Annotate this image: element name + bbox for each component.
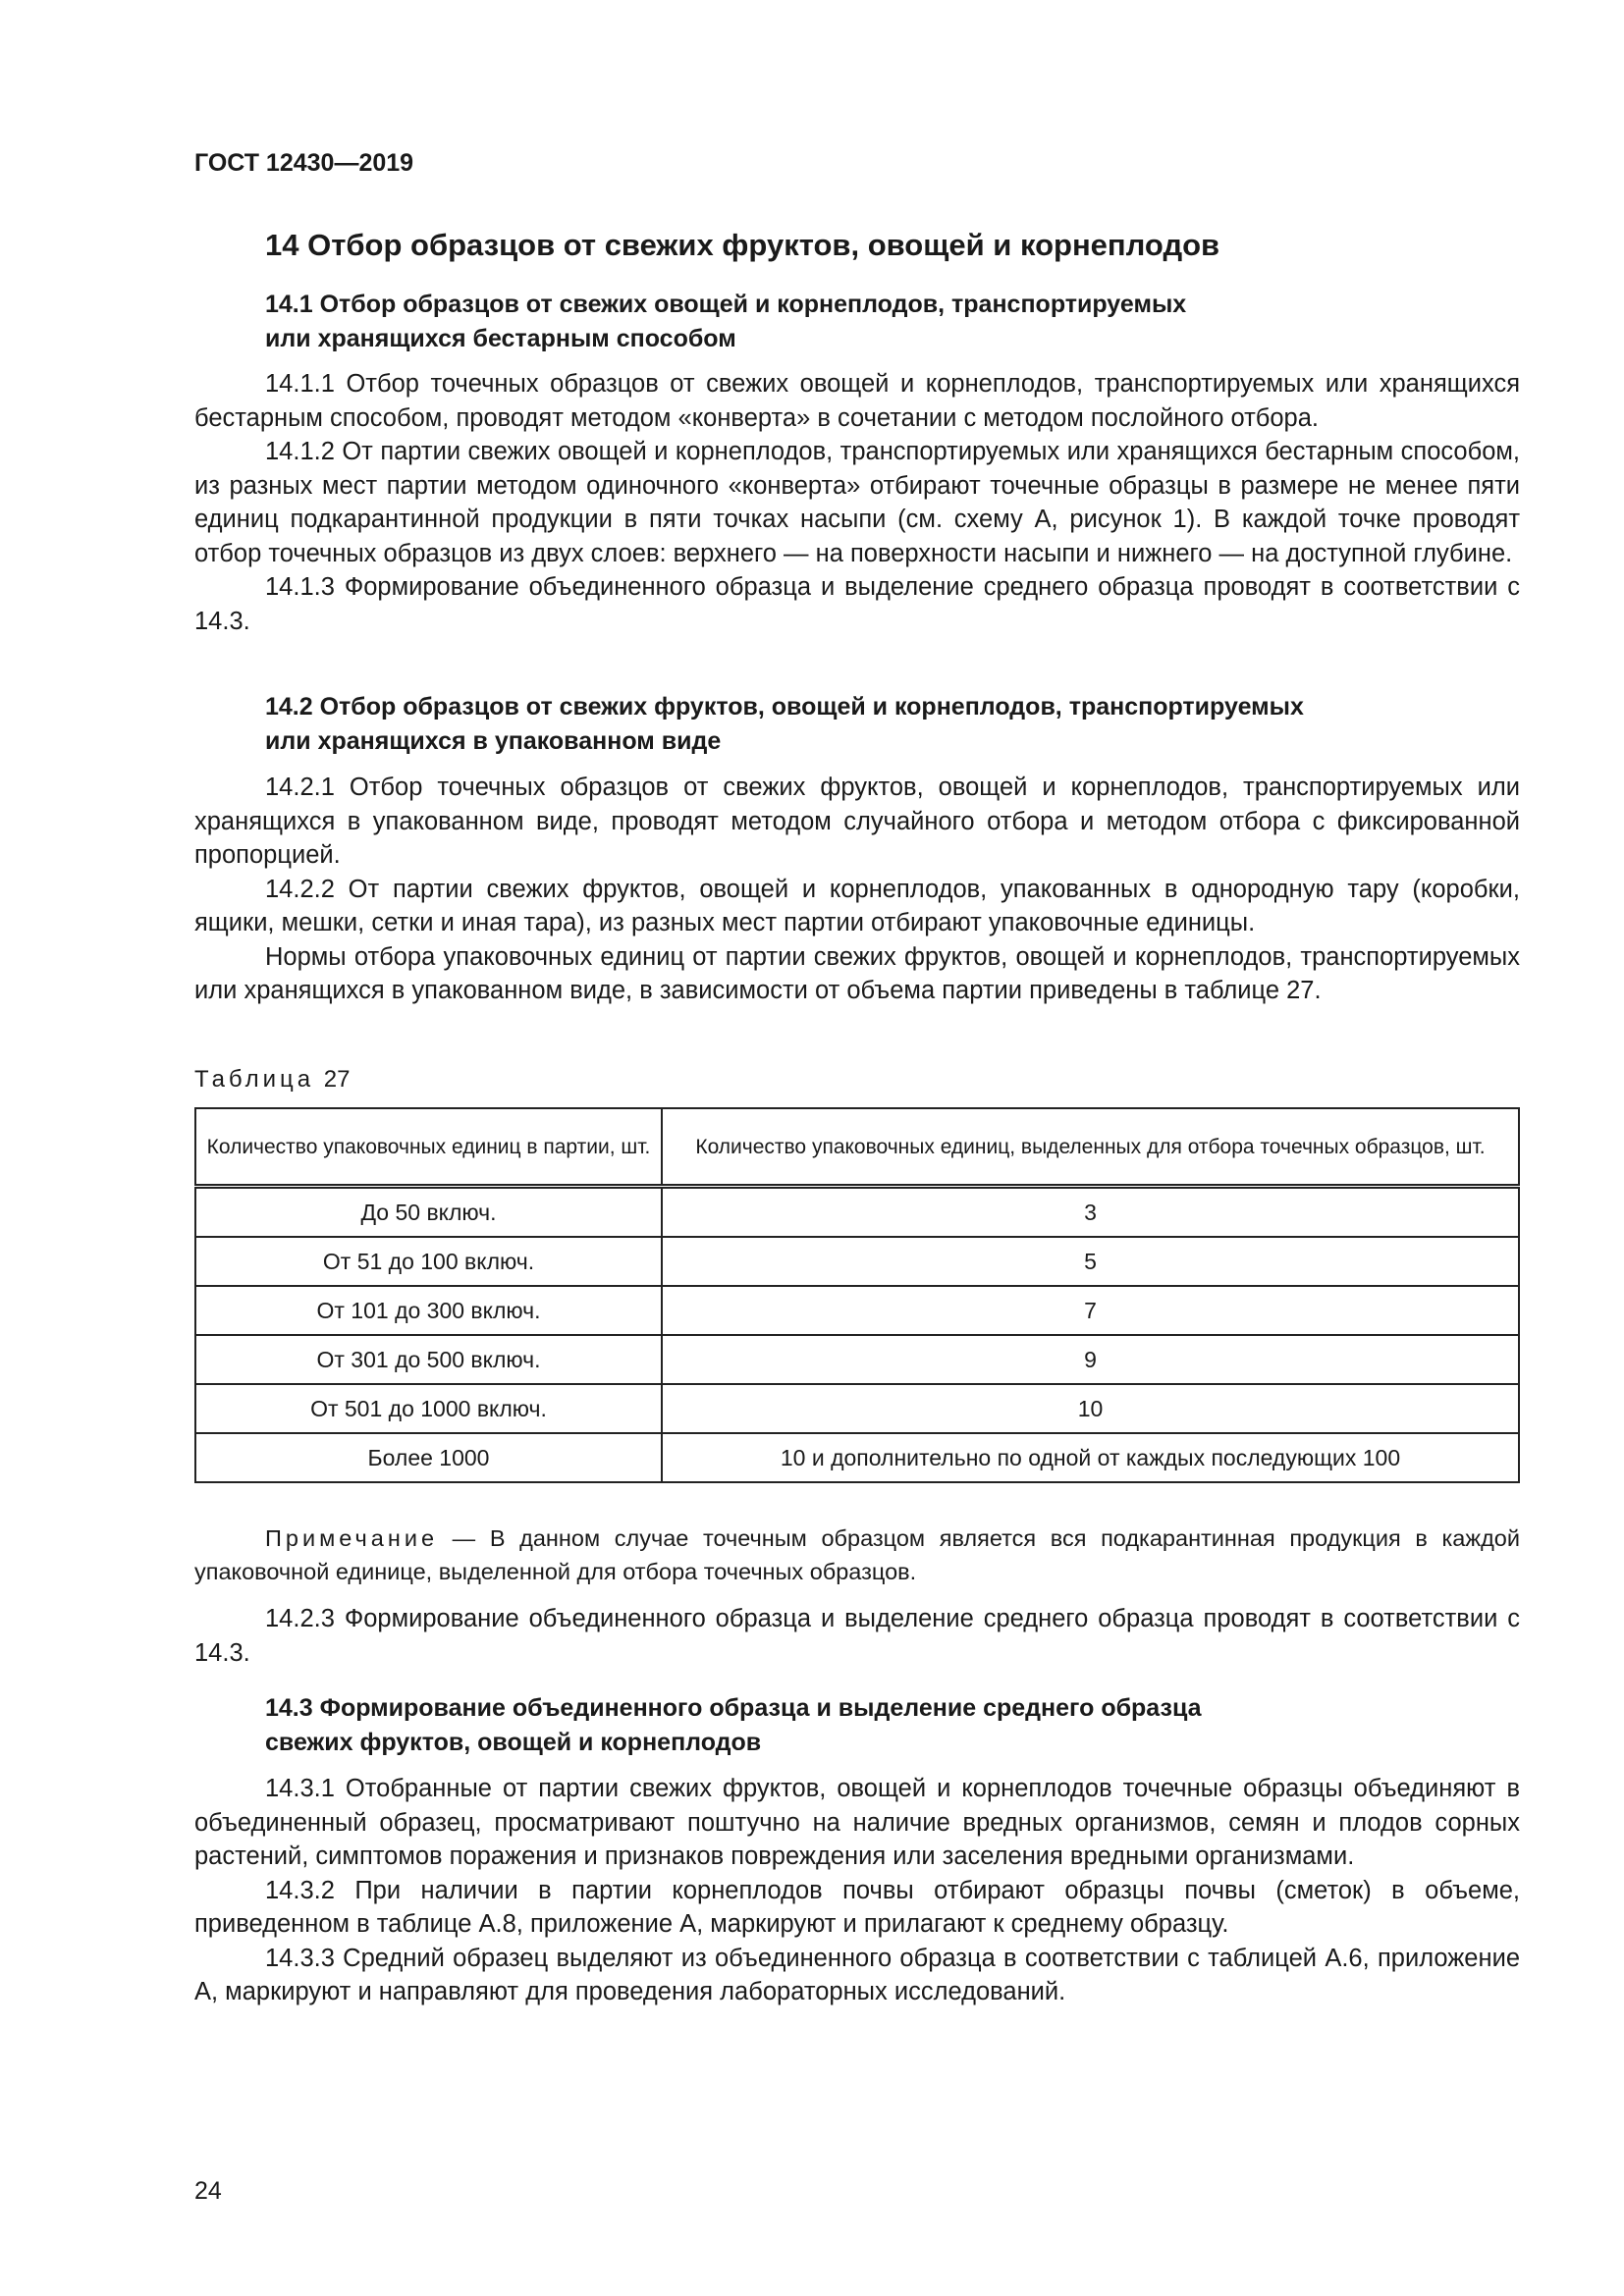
table-caption-word: Таблица <box>194 1066 315 1093</box>
section-14-3-body <box>194 1772 1520 2009</box>
table-row <box>195 1187 1519 1238</box>
cell: 7 <box>662 1286 1519 1335</box>
section-title: 14 Отбор образцов от свежих фруктов, овощей и корнеплодов <box>265 228 1220 262</box>
cell: До 50 включ. <box>195 1187 662 1238</box>
paragraph: 14.1.3 Формирование объединенного образца и выделение среднего образца проводят в соответствии с 14.3. <box>194 573 1520 635</box>
paragraph: Нормы отбора упаковочных единиц от партии свежих фруктов, овощей и корнеплодов, транспортируемых или хранящихся в упакованном виде, в зависимости от объема партии приведены в таблице 27. <box>194 942 1520 1004</box>
cell: 9 <box>662 1335 1519 1384</box>
cell: 3 <box>662 1187 1519 1238</box>
cell: От 101 до 300 включ. <box>195 1286 662 1335</box>
note-text: — В данном случае точечным образцом является вся подкарантинная продукция в каждой упаковочной единице, выделенной для отбора точечных образцов. <box>194 1525 1520 1584</box>
cell: 10 <box>662 1384 1519 1433</box>
paragraph: 14.3.2 При наличии в партии корнеплодов почвы отбирают образцы почвы (сметок) в объеме, приведенном в таблице А.8, приложение А, маркируют и прилагают к среднему образцу. <box>194 1876 1520 1938</box>
table-caption <box>194 1066 350 1094</box>
paragraph-14-2-3 <box>194 1602 1520 1670</box>
table-row <box>195 1286 1519 1335</box>
cell: От 51 до 100 включ. <box>195 1237 662 1286</box>
paragraph: 14.2.1 Отбор точечных образцов от свежих фруктов, овощей и корнеплодов, транспортируемых или хранящихся в упакованном виде, проводят методом случайного отбора и методом отбора с фиксированной пропорцией. <box>194 774 1520 869</box>
title-line: свежих фруктов, овощей и корнеплодов <box>265 1728 762 1756</box>
paragraph: 14.3.3 Средний образец выделяют из объединенного образца в соответствии с таблицей А.6, приложение А, маркируют и направляют для проведения лабораторных исследований. <box>194 1944 1520 2005</box>
title-line: 14.1 Отбор образцов от свежих овощей и корнеплодов, транспортируемых <box>265 291 1187 318</box>
cell: От 501 до 1000 включ. <box>195 1384 662 1433</box>
table-row <box>195 1433 1519 1482</box>
table-header-row <box>195 1108 1519 1187</box>
paragraph: 14.2.2 От партии свежих фруктов, овощей и корнеплодов, упакованных в однородную тару (коробки, ящики, мешки, сетки и иная тара), из разных мест партии отбирают упаковочные единицы. <box>194 875 1520 936</box>
column-header: Количество упаковочных единиц, выделенных для отбора точечных образцов, шт. <box>662 1108 1519 1187</box>
section-14-1-body <box>194 367 1520 638</box>
cell: Более 1000 <box>195 1433 662 1482</box>
section-14-2-body <box>194 771 1520 1008</box>
table-row <box>195 1384 1519 1433</box>
cell: От 301 до 500 включ. <box>195 1335 662 1384</box>
sampling-table <box>194 1107 1520 1483</box>
title-line: или хранящихся бестарным способом <box>265 324 736 352</box>
note-label: Примечание <box>265 1525 439 1551</box>
cell: 5 <box>662 1237 1519 1286</box>
table-row <box>195 1335 1519 1384</box>
column-header: Количество упаковочных единиц в партии, шт. <box>195 1108 662 1187</box>
subsection-title-14-1 <box>265 288 1492 355</box>
table-note <box>194 1522 1520 1588</box>
title-line: 14.3 Формирование объединенного образца и выделение среднего образца <box>265 1694 1202 1722</box>
title-line: 14.2 Отбор образцов от свежих фруктов, овощей и корнеплодов, транспортируемых <box>265 693 1304 721</box>
table-row <box>195 1237 1519 1286</box>
subsection-title-14-2 <box>265 690 1492 758</box>
subsection-title-14-3 <box>265 1691 1492 1759</box>
paragraph: 14.1.2 От партии свежих овощей и корнеплодов, транспортируемых или хранящихся бестарным способом, из разных мест партии методом одиночного «конверта» отбирают точечные образцы в размере не менее пяти единиц подкарантинной продукции в пяти точках насыпи (см. схему А, рисунок 1). В каждой точке проводят отбор точечных образцов из двух слоев: верхнего — на поверхности насыпи и нижнего — на доступной глубине. <box>194 438 1520 567</box>
table-caption-number: 27 <box>323 1066 351 1093</box>
paragraph: 14.1.1 Отбор точечных образцов от свежих овощей и корнеплодов, транспортируемых или хранящихся бестарным способом, проводят методом «конверта» в сочетании с методом послойного отбора. <box>194 370 1520 432</box>
paragraph: 14.3.1 Отобранные от партии свежих фруктов, овощей и корнеплодов точечные образцы объединяют в объединенный образец, просматривают поштучно на наличие вредных организмов, семян и плодов сорных растений, симптомов поражения и признаков повреждения или заселения вредными организмами. <box>194 1775 1520 1870</box>
page-number: 24 <box>194 2177 222 2205</box>
document-header: ГОСТ 12430—2019 <box>194 149 414 177</box>
title-line: или хранящихся в упакованном виде <box>265 726 722 755</box>
paragraph: 14.2.3 Формирование объединенного образца и выделение среднего образца проводят в соответствии с 14.3. <box>194 1605 1520 1667</box>
cell: 10 и дополнительно по одной от каждых последующих 100 <box>662 1433 1519 1482</box>
